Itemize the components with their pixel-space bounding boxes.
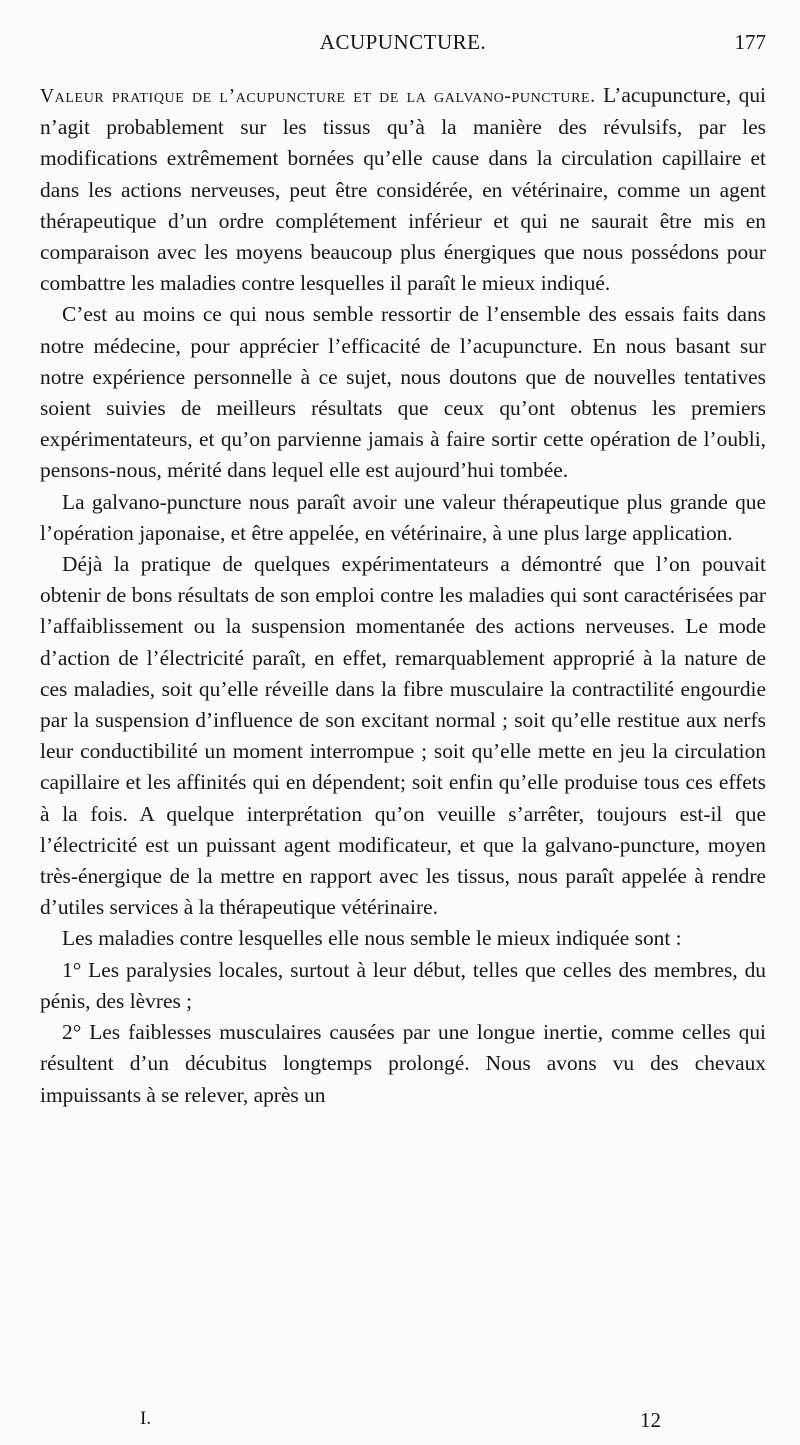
list-item-1: 1° Les paralysies locales, surtout à leur début, telles que celles des membres, du pénis, des lèvres ;: [40, 957, 766, 1013]
running-head: [40, 30, 766, 64]
paragraph-4: Déjà la pratique de quelques expérimentateurs a démontré que l’on pouvait obtenir de bons résultats de son emploi contre les maladies qui sont caractérisées par l’affaiblissement ou la suspension momentanée des actions nerveuses. Le mode d’action de l’électricité paraît, en effet, remarquablement approprié à la nature de ces maladies, soit qu’elle réveille dans la fibre musculaire la contractilité engourdie par la suspension d’influence de son excitant normal ; soit qu’elle restitue aux nerfs leur conductibilité un moment interrompue ; soit qu’elle mette en jeu la circulation capillaire et les affinités qui en dépendent; soit enfin qu’elle produise tous ces effets à la fois. A quelque interprétation qu’on veuille s’arrêter, toujours est-il que l’électricité est un puissant agent modificateur, et que la galvano-puncture, moyen très-énergique de la mettre en rapport avec les tissus, nous paraît appelée à rendre d’utiles services à la thérapeutique vétérinaire.: [40, 552, 766, 920]
body-text: [40, 80, 766, 1111]
signature-number: 12: [640, 1408, 661, 1432]
section-heading: Valeur pratique de l’acupuncture et de la galvano-puncture.: [40, 86, 596, 107]
running-title: ACUPUNCTURE.: [319, 30, 487, 54]
page-number: 177: [734, 30, 766, 54]
signature-mark: I.: [140, 1408, 152, 1429]
paragraph-5: Les maladies contre lesquelles elle nous semble le mieux indiquée sont :: [62, 926, 682, 951]
list-item-2: 2° Les faiblesses musculaires causées par une longue inertie, comme celles qui résultent d’un décubitus longtemps prolongé. Nous avons vu des chevaux impuissants à se relever, après un: [40, 1020, 766, 1107]
paragraph-3: La galvano-puncture nous paraît avoir une valeur thérapeutique plus grande que l’opération japonaise, et être appelée, en vétérinaire, à une plus large application.: [40, 489, 766, 545]
paragraph-1: [40, 80, 766, 299]
page-footer: [40, 1408, 766, 1438]
paragraph-2: C’est au moins ce qui nous semble ressortir de l’ensemble des essais faits dans notre médecine, pour apprécier l’efficacité de l’acupuncture. En nous basant sur notre expérience personnelle à ce sujet, nous doutons que de nouvelles tentatives soient suivies de meilleurs résultats que ceux qu’ont obtenus les premiers expérimentateurs, et qu’on parvienne jamais à faire sortir cette opération de l’oubli, pensons-nous, mérité dans lequel elle est aujourd’hui tombée.: [40, 302, 766, 483]
paragraph-1-text: L’acupuncture, qui n’agit probablement sur les tissus qu’à la manière des révulsifs, par les modifications extrêmement bornées qu’elle cause dans la circulation capillaire et dans les actions nerveuses, peut être considérée, en vétérinaire, comme un agent thérapeutique d’un ordre complétement inférieur et qui ne saurait être mis en comparaison avec les moyens beaucoup plus énergiques que nous possédons pour combattre les maladies contre lesquelles il paraît le mieux indiqué.: [40, 83, 766, 296]
